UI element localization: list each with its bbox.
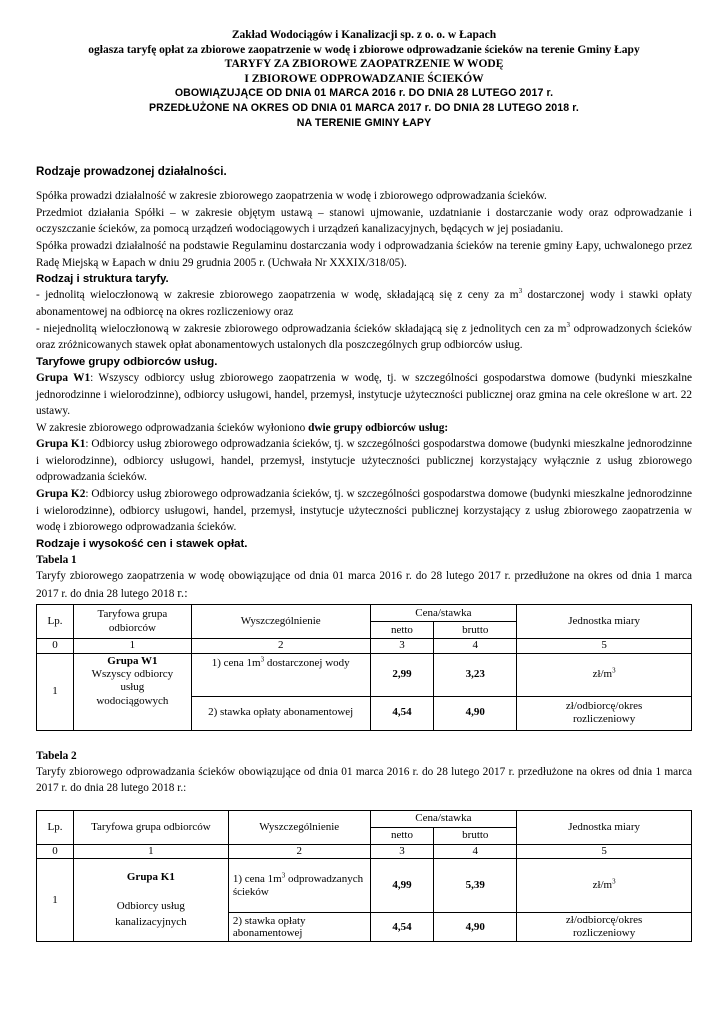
item-subscription: 2) stawka opłaty abonamentowej [228, 913, 370, 942]
group-text: : Wszyscy odbiorcy usług zbiorowego zaopatrzenia w wodę, tj. w szczególności gospodarstwa domowe (budynki mieszkalne jednorodzinne i wielorodzinne), odbiorcy usługowi, handel, przemysł, instytucje użyteczności publicznej oraz gmina na cele określone w art. 22 ustawy. [36, 371, 692, 418]
index-cell: 0 [37, 639, 74, 653]
text: dostarczonej wody [264, 656, 350, 669]
group-label: Grupa K2 [36, 488, 86, 501]
unit-subscription: zł/odbiorcę/okres rozliczeniowy [517, 696, 692, 730]
paragraph-group-k2 [36, 486, 692, 536]
index-cell: 1 [73, 844, 228, 858]
text: dostarczonej wody i stawki opłaty abonamentowej na odbiorcę na okres rozliczeniowy oraz [36, 289, 692, 318]
group-desc: Wszyscy odbiorcy usług wodociągowych [91, 668, 174, 707]
index-cell: 5 [517, 639, 692, 653]
subscription-netto: 4,54 [370, 696, 434, 730]
item-price-m3 [191, 653, 370, 696]
header-spec: Wyszczególnienie [191, 605, 370, 639]
validity-period: OBOWIĄZUJĄCE OD DNIA 01 MARCA 2016 r. DO DNIA 28 LUTEGO 2017 r. [174, 87, 554, 100]
paragraph-groups-intro [36, 420, 692, 437]
group-name: Grupa W1 [107, 654, 158, 667]
header-lp: Lp. [37, 605, 74, 639]
text: 1) cena 1m [232, 873, 282, 886]
unit-m3 [517, 859, 692, 913]
table1-caption [36, 568, 692, 602]
text: - niejednolitą wieloczłonową w zakresie zbiorowego odprowadzania ścieków składającą się z jednolitych cen za m [36, 322, 567, 335]
header-lp: Lp. [37, 810, 74, 844]
item-subscription: 2) stawka opłaty abonamentowej [191, 696, 370, 730]
header-netto: netto [370, 622, 434, 639]
section-heading-groups: Taryfowe grupy odbiorców usług. [36, 355, 218, 368]
section-heading-structure [36, 271, 692, 287]
text: - jednolitą wieloczłonową w zakresie zbiorowego zaopatrzenia w wodę, składającą się z ceny za m [36, 289, 519, 302]
price-brutto: 3,23 [434, 653, 517, 696]
paragraph-group-w1 [36, 370, 692, 420]
extension-period: PRZEDŁUŻONE NA OKRES OD DNIA 01 MARCA 2017 r. DO DNIA 28 LUTEGO 2018 r. [149, 101, 579, 114]
index-cell: 1 [73, 639, 191, 653]
paragraph-scope: Przedmiot działania Spółki – w zakresie objętym ustawą – stanowi ujmowanie, uzdatnianie i dostarczanie wody oraz odprowadzanie i oczyszczanie ścieków, za pomocą urządzeń wodociągowych i urządzeń kanalizacyjnych, będących w jej posiadaniu. [36, 206, 692, 236]
section-heading-structure-text: Rodzaj i struktura taryfy. [36, 273, 169, 286]
header-group: Taryfowa grupa odbiorców [73, 810, 228, 844]
paragraph-group-k1 [36, 436, 692, 486]
group-desc: Odbiorcy usług kanalizacyjnych [115, 899, 187, 928]
superscript: 3 [281, 871, 286, 880]
announcement-line: ogłasza taryfę opłat za zbiorowe zaopatrzenie w wodę i zbiorowe odprowadzanie ścieków na terenie Gminy Łapy [88, 43, 640, 56]
row-lp: 1 [37, 859, 74, 942]
group-label: Grupa K1 [36, 438, 86, 451]
superscript: 3 [612, 877, 616, 886]
group-label: Grupa W1 [36, 371, 91, 384]
section-heading-prices: Rodzaje i wysokość cen i stawek opłat. [36, 537, 248, 550]
header-unit: Jednostka miary [517, 810, 692, 844]
tariff-title-1: TARYFY ZA ZBIOROWE ZAOPATRZENIE W WODĘ [224, 58, 504, 71]
index-cell: 3 [370, 844, 434, 858]
table1-label: Tabela 1 [36, 554, 77, 567]
paragraph-sewage-tariff [36, 321, 692, 354]
group-cell [73, 859, 228, 942]
header-brutto: brutto [434, 827, 517, 844]
text: odprowadzanych ścieków [232, 873, 364, 898]
index-cell: 4 [434, 639, 517, 653]
row-lp: 1 [37, 653, 74, 730]
header-price: Cena/stawka [370, 605, 517, 622]
header-netto: netto [370, 827, 434, 844]
header-unit: Jednostka miary [517, 605, 692, 639]
header-spec: Wyszczególnienie [228, 810, 370, 844]
price-netto: 4,99 [370, 859, 434, 913]
unit-subscription: zł/odbiorcę/okres rozliczeniowy [517, 913, 692, 942]
text: zł/m [592, 879, 613, 892]
group-text: : Odbiorcy usług zbiorowego odprowadzania ścieków, tj. w szczególności gospodarstwa domowe (budynki mieszkalne jednorodzinne i wielorodzinne), odbiorcy usługowi, handel, przemysł, instytucje użyteczności publicznej korzystający wyłącznie z usług zbiorowego odprowadzania ścieków. [36, 438, 692, 484]
table-sewage-tariff [36, 810, 692, 942]
area-line: NA TERENIE GMINY ŁAPY [296, 116, 432, 129]
price-brutto: 5,39 [434, 859, 517, 913]
text-bold: dwie grupy odbiorców usług: [308, 421, 449, 434]
index-cell: 4 [434, 844, 517, 858]
table2-label: Tabela 2 [36, 749, 77, 762]
text: odprowadzonych ścieków oraz zróżnicowanych stawek opłat abonamentowych ustalonych dla poszczególnych grup odbiorców usług. [36, 322, 692, 352]
table-water-tariff [36, 604, 692, 730]
subscription-brutto: 4,90 [434, 913, 517, 942]
company-name: Zakład Wodociągów i Kanalizacji sp. z o. o. w Łapach [231, 29, 497, 41]
text: W zakresie zbiorowego odprowadzania ścieków wyłoniono [36, 421, 309, 434]
header-price: Cena/stawka [370, 810, 517, 827]
index-cell: 0 [37, 844, 74, 858]
price-netto: 2,99 [370, 653, 434, 696]
header-group: Taryfowa grupa odbiorców [73, 605, 191, 639]
paragraph-basis: Spółka prowadzi działalność na podstawie Regulaminu dostarczania wody i odprowadzania ścieków na terenie gminy Łapy, uchwalonego przez Radę Miejską w Łapach w dniu 29 grudnia 2005 r. (Uchwała Nr XXXIX/318/05). [36, 239, 692, 269]
superscript: 3 [566, 320, 570, 329]
subscription-netto: 4,54 [370, 913, 434, 942]
index-cell: 5 [517, 844, 692, 858]
paragraph-water-tariff [36, 287, 692, 320]
superscript: 3 [612, 666, 616, 675]
index-cell: 3 [370, 639, 434, 653]
subscription-brutto: 4,90 [434, 696, 517, 730]
group-text: : Odbiorcy usług zbiorowego odprowadzania ścieków, tj. w szczególności gospodarstwa domowe (budynki mieszkalne jednorodzinne i wielorodzinne), odbiorcy usługowi, handel, przemysł, instytucje użyteczności publicznej korzystający z usług zbiorowego zaopatrzenia w wodę i zbiorowego odprowadzania ścieków. [36, 488, 692, 534]
caption-text: Taryfy zbiorowego zaopatrzenia w wodę obowiązujące od dnia 01 marca 2016 r. do 28 lutego 2017 r. przedłużone na okres od dnia 1 marca 2017 r. do dnia 28 lutego 2018 [36, 570, 692, 600]
unit-m3 [517, 653, 692, 696]
superscript: 3 [518, 287, 523, 296]
document-page [36, 28, 692, 942]
text: zł/m [592, 667, 613, 680]
caption-end: r.: [177, 584, 188, 600]
header-brutto: brutto [434, 622, 517, 639]
group-cell [73, 653, 191, 730]
group-name: Grupa K1 [126, 870, 175, 883]
document-header [36, 28, 692, 130]
superscript: 3 [260, 654, 265, 663]
paragraph-activity: Spółka prowadzi działalność w zakresie zbiorowego zaopatrzenia w wodę i zbiorowego odprowadzania ścieków. [36, 190, 547, 203]
section-heading-activities: Rodzaje prowadzonej działalności. [36, 165, 227, 179]
table2-caption: Taryfy zbiorowego odprowadzania ścieków obowiązujące od dnia 01 marca 2016 r. do 28 lutego 2017 r. przedłużone na okres od dnia 1 marca 2017 r. do dnia 28 lutego 2018 r.: [36, 765, 692, 795]
text: 1) cena 1m [211, 656, 261, 669]
tariff-title-2: I ZBIOROWE ODPROWADZANIE ŚCIEKÓW [244, 72, 484, 85]
index-cell: 2 [191, 639, 370, 653]
index-cell: 2 [228, 844, 370, 858]
item-price-m3 [228, 859, 370, 913]
